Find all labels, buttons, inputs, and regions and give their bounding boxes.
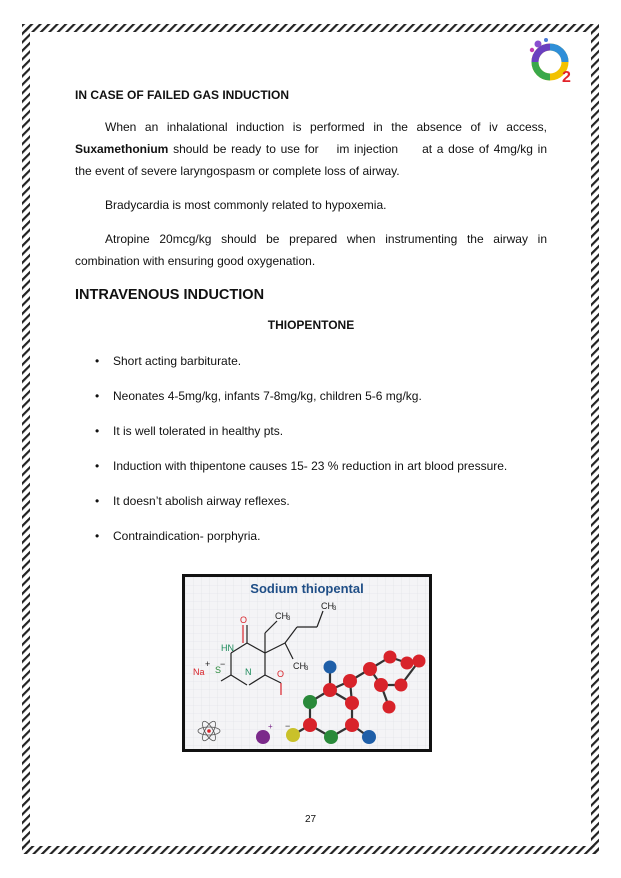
svg-text:−: − — [285, 721, 291, 731]
sodium-thiopental-figure — [182, 574, 432, 752]
o2-logo-icon — [524, 36, 580, 86]
list-item: • It is well tolerated in healthy pts. — [75, 420, 547, 442]
failed-induction-heading: IN CASE OF FAILED GAS INDUCTION — [75, 88, 290, 102]
bullet-icon: • — [95, 459, 100, 473]
bullet-icon: • — [95, 389, 100, 403]
suxamethonium-paragraph — [75, 116, 547, 182]
bullet-icon: • — [95, 424, 100, 438]
svg-text:3: 3 — [305, 666, 309, 672]
bradycardia-paragraph: Bradycardia is most commonly related to hypoxemia. — [105, 198, 387, 212]
bullet-icon: • — [95, 529, 100, 543]
page-content — [75, 84, 547, 560]
atropine-paragraph: Atropine 20mcg/kg should be prepared when instrumenting the airway in combination with ensuring good oxygenation. — [75, 232, 547, 268]
svg-text:CH: CH — [321, 601, 334, 611]
svg-text:−: − — [220, 659, 226, 669]
suxamethonium-term: Suxamethonium — [75, 142, 169, 156]
p1-text-a: When an inhalational induction is performed in the absence of iv access, — [105, 120, 547, 134]
svg-text:S: S — [215, 665, 222, 675]
page-number: 27 — [304, 814, 317, 825]
p1-text-c: im injection — [336, 142, 399, 156]
svg-text:3: 3 — [287, 616, 291, 622]
p1-text-d: at a dose of 4mg/kg in the event of severe laryngospasm or complete loss of airway. — [75, 142, 547, 178]
svg-text:O: O — [240, 615, 248, 625]
list-item: • Short acting barbiturate. — [75, 350, 547, 372]
list-item: • It doesn’t abolish airway reflexes. — [75, 490, 547, 512]
svg-text:Na: Na — [193, 667, 205, 677]
svg-text:3: 3 — [333, 606, 337, 612]
bullet-icon: • — [95, 494, 100, 508]
svg-text:HN: HN — [221, 643, 234, 653]
svg-text:N: N — [245, 667, 252, 677]
svg-text:+: + — [205, 659, 211, 669]
svg-text:O: O — [277, 669, 285, 679]
svg-text:+: + — [268, 722, 273, 731]
p1-text-b: should be ready to use for — [168, 142, 319, 156]
svg-text:CH: CH — [275, 611, 288, 621]
thiopentone-bullet-list — [75, 350, 547, 547]
thiopentone-heading: THIOPENTONE — [267, 318, 355, 332]
bullet-icon: • — [95, 354, 100, 368]
molecule-illustration — [185, 577, 429, 749]
list-item: • Contraindication- porphyria. — [75, 525, 547, 547]
list-item: • Induction with thipentone causes 15- 23 % reduction in art blood pressure. — [75, 455, 547, 477]
list-item: • Neonates 4-5mg/kg, infants 7-8mg/kg, children 5-6 mg/kg. — [75, 385, 547, 407]
figure-title: Sodium thiopental — [250, 581, 364, 596]
svg-text:2: 2 — [562, 69, 571, 86]
intravenous-induction-heading: INTRAVENOUS INDUCTION — [75, 287, 265, 303]
svg-text:CH: CH — [293, 661, 306, 671]
